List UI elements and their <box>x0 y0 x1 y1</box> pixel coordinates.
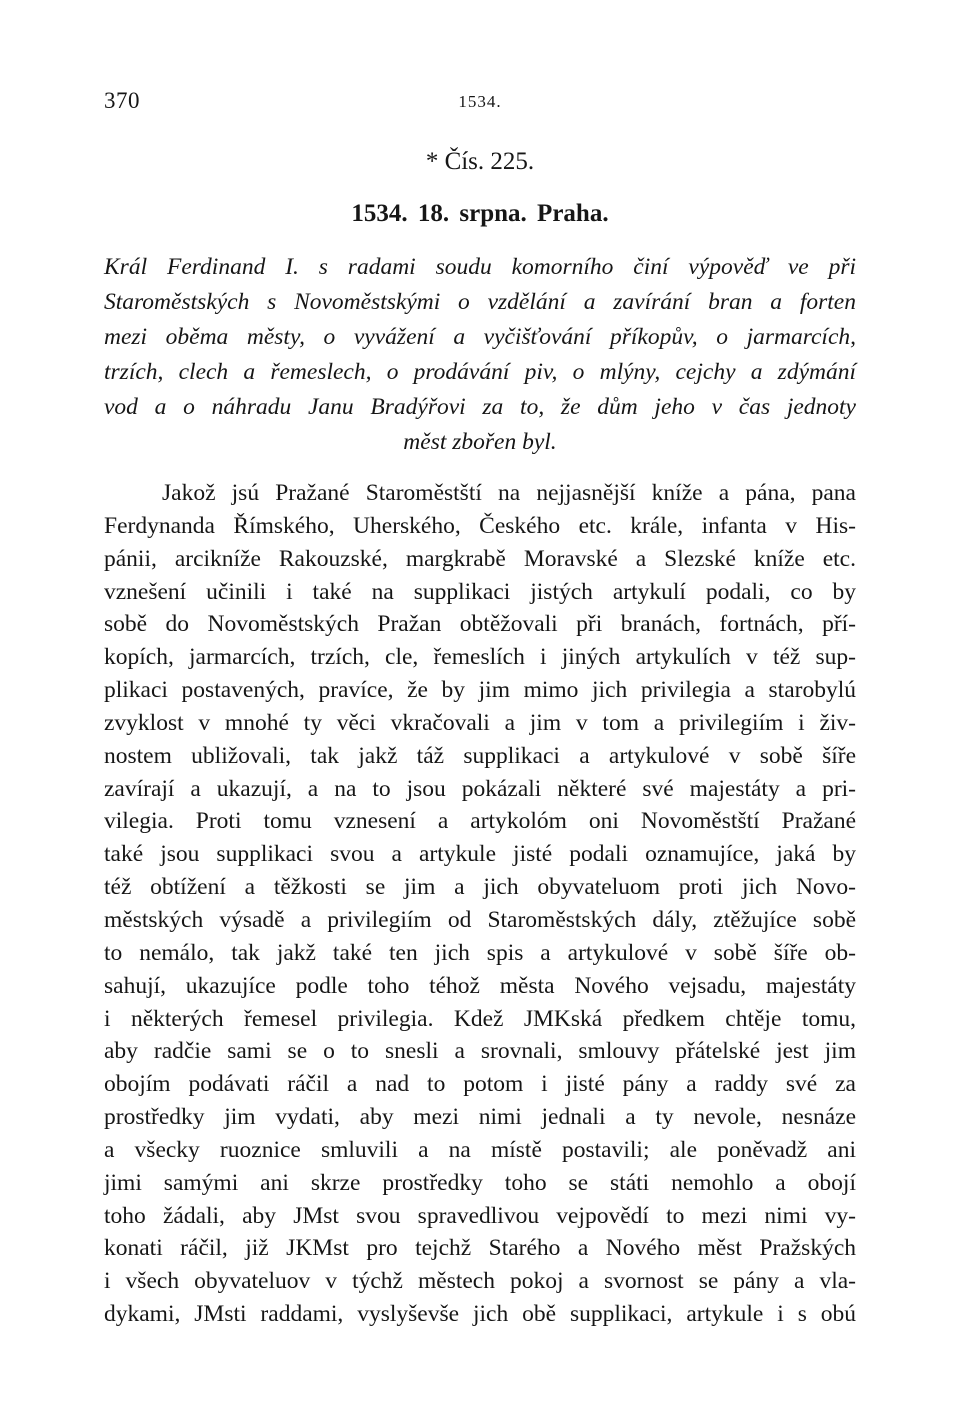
body-line: dykami, JMsti raddami, vyslyševše jich obě supplikaci, artykule i s obú <box>104 1301 856 1328</box>
body-line: a všecky ruoznice smluvili a na místě postavili; ale poněvadž ani <box>104 1136 856 1163</box>
body-line: nostem ubližovali, tak jakž táž supplikaci a artykulové v sobě šíře <box>104 742 856 769</box>
body-text <box>104 477 856 1331</box>
body-line: kopích, jarmarcích, trzích, cle, řemeslích i jiných artykulích v též sup- <box>104 644 856 671</box>
summary-line: mezi oběma městy, o vyvážení a vyčišťování příkopův, o jarmarcích, <box>104 324 856 350</box>
summary-abstract <box>104 250 856 460</box>
document-number: * Čís. 225. <box>425 148 535 175</box>
summary-line: měst zbořen byl. <box>403 429 557 455</box>
summary-line: trzích, clech a řemeslech, o prodávání piv, o mlýny, cejchy a zdýmání <box>104 359 856 385</box>
body-line: pánii, arcikníže Rakouzské, margkrabě Moravské a Slezské kníže etc. <box>104 545 856 572</box>
summary-line: Král Ferdinand I. s radami soudu komorního činí výpověď ve při <box>104 254 856 280</box>
body-line: také jsou supplikaci svou a artykule jisté podali oznamujíce, jaká by <box>104 841 856 868</box>
body-line: Ferdynanda Římského, Uherského, Českého etc. krále, infanta v His- <box>104 512 856 539</box>
summary-line: Staroměstských s Novoměstskými o vzdělání a zavírání bran a forten <box>104 289 856 315</box>
body-line: obojím podávati ráčil a nad to potom i jisté pány a raddy své za <box>104 1071 856 1098</box>
page-header <box>104 88 856 118</box>
body-line: aby radčie sami se o to snesli a srovnali, smlouvy přátelské jest jim <box>104 1038 856 1065</box>
page-number: 370 <box>104 88 140 113</box>
body-line: prostředky jim vydati, aby mezi nimi jednali a ty nevole, nesnáze <box>104 1104 856 1131</box>
body-line: Jakož jsú Pražané Staroměstští na nejjasnější kníže a pána, pana <box>162 480 856 506</box>
body-line: též obtížení a těžkosti se jim a jich obyvateluom proti jich Novo- <box>104 874 856 901</box>
body-line: to nemálo, tak jakž také ten jich spis a artykulové v sobě šíře ob- <box>104 939 856 966</box>
body-line: jimi samými ani skrze prostředky toho se státi nemohlo a obojí <box>104 1169 856 1196</box>
body-line: sahují, ukazujíce podle toho téhož města Nového vejsadu, majestáty <box>104 972 856 999</box>
body-line: i některých řemesel privilegia. Kdež JMKská předkem chtěje tomu, <box>104 1005 856 1032</box>
body-line: plikaci postavených, pravíce, že by jim mimo jich privilegia a starobylú <box>104 677 856 704</box>
running-title: 1534. <box>458 92 502 111</box>
body-line: sobě do Novoměstských Pražan obtěžovali při branách, fortnách, pří- <box>104 611 856 638</box>
body-line: i všech obyvateluov v týchž městech pokoj a svornost se pány a vla- <box>104 1268 856 1295</box>
body-line: konati ráčil, již JKMst pro tejchž Starého a Nového měst Pražských <box>104 1235 856 1262</box>
body-line: vilegia. Proti tomu vznesení a artykolóm oni Novoměstští Pražané <box>104 808 856 835</box>
body-line: vznešení učinili i také na supplikaci jistých artykulí podali, co by <box>104 578 856 605</box>
body-line: zavírají a ukazují, a na to jsou pokázali některé své majestáty a pri- <box>104 775 856 802</box>
body-line: toho žádali, aby JMst svou spravedlivou vejpovědí to mezi nimi vy- <box>104 1202 856 1229</box>
summary-line: vod a o náhradu Janu Bradýřovi za to, že dům jeho v čas jednoty <box>104 394 856 420</box>
body-line: městských výsadě a privilegiím od Staroměstských dály, ztěžujíce sobě <box>104 906 856 933</box>
body-line: zvyklost v mnohé ty věci vkračovali a jim v tom a privilegiím i živ- <box>104 709 856 736</box>
document-date-place: 1534. 18. srpna. Praha. <box>351 200 609 227</box>
